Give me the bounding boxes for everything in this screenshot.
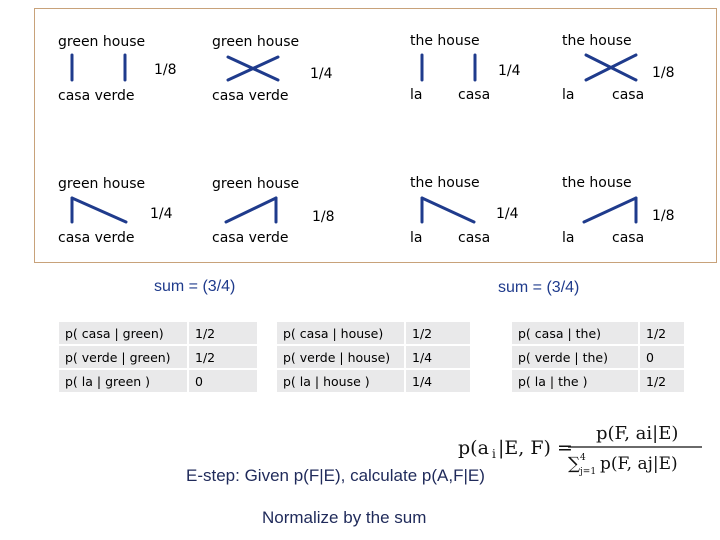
link-p5-b: [72, 198, 126, 222]
panel-5-prob: 1/4: [150, 206, 173, 222]
panel-1-source: green house: [58, 34, 146, 50]
svg-text:p(F, ai|E): p(F, ai|E): [596, 423, 679, 444]
normalization-formula: [456, 418, 706, 480]
sum-right: sum = (3/4): [498, 279, 580, 296]
table-row: [277, 370, 470, 392]
panel-1-target: casa verde: [58, 88, 135, 104]
svg-text:∑: ∑: [568, 454, 581, 474]
panel-3-prob: 1/4: [498, 63, 521, 79]
panel-8-target-la: la: [562, 230, 575, 246]
panel-7-target-la: la: [410, 230, 423, 246]
table-cell-value: 1/4: [406, 370, 470, 392]
panel-1-prob: 1/8: [154, 62, 177, 78]
link-p6-b: [226, 198, 276, 222]
link-p8-b: [584, 198, 636, 222]
prob-table-house: [275, 320, 472, 394]
table-row: [277, 346, 470, 368]
table-row: [59, 322, 257, 344]
table-row: [512, 322, 684, 344]
svg-text:i: i: [492, 447, 496, 461]
panel-7-prob: 1/4: [496, 206, 519, 222]
table-cell-label: p( verde | the): [512, 346, 638, 368]
panel-3-source: the house: [410, 33, 480, 49]
panel-8-source: the house: [562, 175, 632, 191]
table-cell-value: 1/2: [406, 322, 470, 344]
panel-8-prob: 1/8: [652, 208, 675, 224]
panel-2-target: casa verde: [212, 88, 289, 104]
panel-4-prob: 1/8: [652, 65, 675, 81]
table-cell-value: 0: [189, 370, 257, 392]
table-cell-label: p( verde | green): [59, 346, 187, 368]
table-cell-value: 1/2: [189, 346, 257, 368]
prob-table-green: [57, 320, 259, 394]
table-row: [277, 322, 470, 344]
table-row: [59, 346, 257, 368]
table-cell-value: 1/2: [640, 322, 684, 344]
normalize-caption: Normalize by the sum: [262, 508, 427, 527]
panel-5-source: green house: [58, 176, 146, 192]
panel-3-target-la: la: [410, 87, 423, 103]
panel-4-target-la: la: [562, 87, 575, 103]
table-row: [59, 370, 257, 392]
panel-7-target-casa: casa: [458, 230, 491, 246]
table-cell-value: 1/4: [406, 346, 470, 368]
panel-6-prob: 1/8: [312, 209, 335, 225]
panel-4-source: the house: [562, 33, 632, 49]
panel-3-target-casa: casa: [458, 87, 491, 103]
svg-text:|E, F) =: |E, F) =: [498, 437, 573, 459]
panel-4-target-casa: casa: [612, 87, 645, 103]
table-cell-label: p( casa | green): [59, 322, 187, 344]
e-step-caption: E-step: Given p(F|E), calculate p(A,F|E): [186, 466, 485, 485]
panel-8-target-casa: casa: [612, 230, 645, 246]
panel-7-source: the house: [410, 175, 480, 191]
svg-text:p(F, aj|E): p(F, aj|E): [600, 454, 678, 474]
table-cell-label: p( casa | house): [277, 322, 404, 344]
table-row: [512, 346, 684, 368]
panel-6-source: green house: [212, 176, 300, 192]
table-cell-label: p( la | green ): [59, 370, 187, 392]
table-cell-label: p( verde | house): [277, 346, 404, 368]
prob-table-the: [510, 320, 686, 394]
sum-left: sum = (3/4): [154, 278, 236, 295]
svg-text:p(a: p(a: [458, 437, 489, 459]
table-cell-label: p( casa | the): [512, 322, 638, 344]
table-cell-label: p( la | the ): [512, 370, 638, 392]
table-cell-value: 1/2: [189, 322, 257, 344]
svg-text:4: 4: [580, 453, 586, 463]
panel-5-target: casa verde: [58, 230, 135, 246]
svg-text:j=1: j=1: [580, 467, 597, 477]
table-cell-value: 0: [640, 346, 684, 368]
panel-2-prob: 1/4: [310, 66, 333, 82]
table-cell-label: p( la | house ): [277, 370, 404, 392]
panel-6-target: casa verde: [212, 230, 289, 246]
table-cell-value: 1/2: [640, 370, 684, 392]
table-row: [512, 370, 684, 392]
panel-2-source: green house: [212, 34, 300, 50]
link-p7-b: [422, 198, 474, 222]
